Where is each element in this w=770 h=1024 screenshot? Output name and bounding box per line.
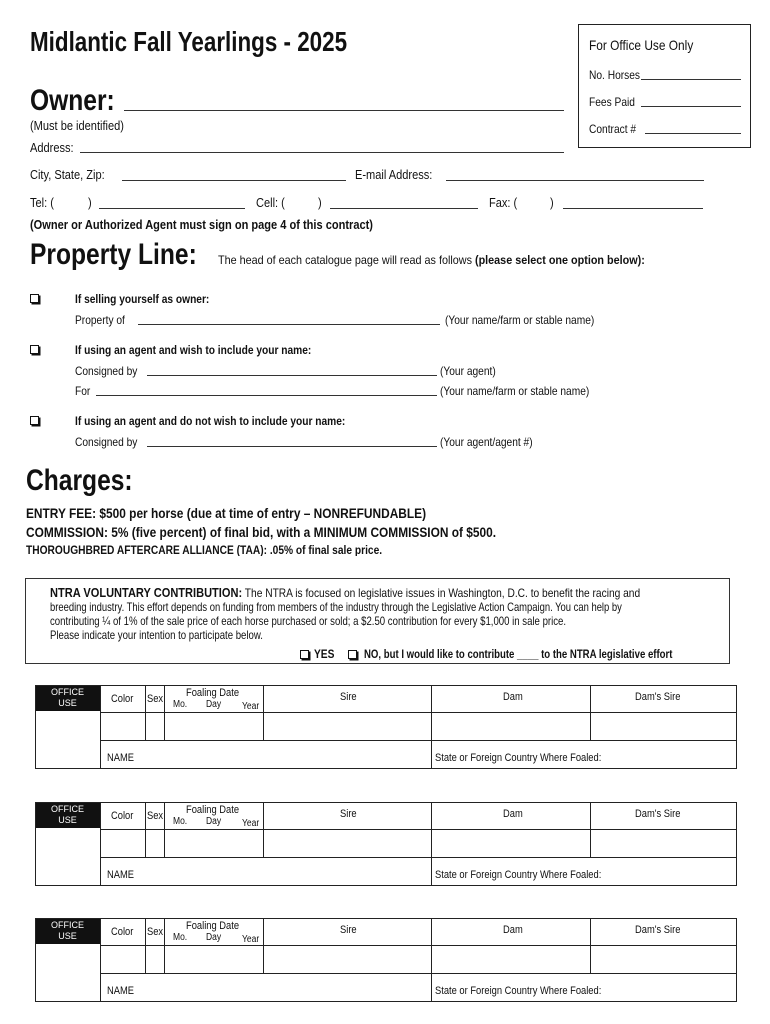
address-label: Address:: [30, 140, 74, 155]
no-horses-field[interactable]: [641, 79, 741, 80]
cell-field[interactable]: [330, 208, 478, 209]
sex-label: Sex: [147, 926, 164, 938]
ntra-line2: breeding industry. This effort depends on funding from members of the industry through the Legislative Action Campaign. You can help by: [50, 600, 622, 614]
name-field[interactable]: [100, 740, 432, 769]
property-line-intro-bold: (please select one option below):: [474, 253, 645, 267]
color-field[interactable]: [100, 829, 146, 858]
owner-heading: Owner:: [30, 84, 115, 117]
state-label: State or Foreign Country Where Foaled:: [435, 985, 602, 997]
office-use-line1: OFFICE: [51, 920, 84, 930]
state-label: State or Foreign Country Where Foaled:: [435, 869, 602, 881]
dam-field[interactable]: [431, 829, 591, 858]
dams-sire-field[interactable]: [590, 829, 737, 858]
fax-label: Fax: (: [489, 195, 518, 210]
dam-label: Dam: [503, 808, 523, 820]
ntra-line3: contributing ¼ of 1% of the sale price of each horse purchased or sold; a $2.50 contribution for every $1,000 in sale price.: [50, 614, 567, 628]
charges-heading: Charges:: [26, 464, 133, 497]
year-label: Year: [242, 701, 260, 712]
office-use-line2: USE: [58, 931, 77, 941]
option-owner-heading: If selling yourself as owner:: [75, 292, 210, 306]
contract-field[interactable]: [645, 133, 741, 134]
tel-field[interactable]: [99, 208, 245, 209]
ntra-heading: NTRA VOLUNTARY CONTRIBUTION:: [50, 585, 243, 600]
office-use-line1: OFFICE: [51, 804, 84, 814]
dam-field[interactable]: [431, 712, 591, 741]
foaling-date-label: Foaling Date: [186, 804, 240, 816]
foaling-date-label: Foaling Date: [186, 687, 240, 699]
ntra-no-label: NO, but I would like to contribute ____ to the NTRA legislative effort: [364, 647, 673, 661]
horse-entry-block-2: [35, 802, 737, 920]
sex-label: Sex: [147, 693, 164, 705]
option-agent-noname-checkbox[interactable]: [30, 416, 39, 425]
option-agent-noname-heading: If using an agent and do not wish to include your name:: [75, 414, 346, 428]
commission: COMMISSION: 5% (five percent) of final bid, with a MINIMUM COMMISSION of $500.: [26, 524, 497, 540]
office-use-line2: USE: [58, 698, 77, 708]
consigned-by-label: Consigned by: [75, 364, 138, 378]
name-label: NAME: [107, 985, 135, 997]
property-of-label: Property of: [75, 313, 125, 327]
ntra-box: [25, 578, 730, 664]
day-label: Day: [206, 699, 222, 710]
state-label: State or Foreign Country Where Foaled:: [435, 752, 602, 764]
for-label: For: [75, 384, 91, 398]
day-label: Day: [206, 932, 222, 943]
foaling-date-field[interactable]: [164, 712, 264, 741]
sire-label: Sire: [340, 691, 357, 703]
mo-label: Mo.: [173, 816, 188, 827]
office-use-heading: For Office Use Only: [589, 37, 694, 53]
ntra-line1-rest: The NTRA is focused on legislative issues in Washington, D.C. to benefit the racing and: [244, 586, 641, 600]
no-horses-label: No. Horses: [589, 68, 641, 82]
property-line-intro-text: The head of each catalogue page will read as follows: [218, 253, 472, 267]
city-field[interactable]: [122, 180, 346, 181]
color-field[interactable]: [100, 712, 146, 741]
owner-name-field[interactable]: [124, 110, 564, 111]
owner-note: (Must be identified): [30, 118, 124, 133]
dam-field[interactable]: [431, 945, 591, 974]
fees-paid-field[interactable]: [641, 106, 741, 107]
sire-label: Sire: [340, 924, 357, 936]
property-of-hint: (Your name/farm or stable name): [445, 313, 595, 327]
option-agent-name-checkbox[interactable]: [30, 345, 39, 354]
property-line-heading: Property Line:: [30, 238, 197, 271]
name-field[interactable]: [100, 857, 432, 886]
foaling-date-field[interactable]: [164, 945, 264, 974]
dams-sire-label: Dam's Sire: [635, 808, 681, 820]
office-use-cell[interactable]: [35, 802, 101, 886]
dams-sire-label: Dam's Sire: [635, 691, 681, 703]
sex-label: Sex: [147, 810, 164, 822]
for-hint: (Your name/farm or stable name): [440, 384, 590, 398]
mo-label: Mo.: [173, 699, 188, 710]
office-use-cell[interactable]: [35, 918, 101, 1002]
office-use-line2: USE: [58, 815, 77, 825]
ntra-line4: Please indicate your intention to participate below.: [50, 628, 263, 642]
office-use-cell[interactable]: [35, 685, 101, 769]
dams-sire-field[interactable]: [590, 945, 737, 974]
sire-field[interactable]: [263, 829, 432, 858]
email-field[interactable]: [446, 180, 704, 181]
color-label: Color: [111, 810, 134, 822]
sign-note: (Owner or Authorized Agent must sign on page 4 of this contract): [30, 217, 373, 232]
color-label: Color: [111, 926, 134, 938]
city-label: City, State, Zip:: [30, 167, 105, 182]
consigned-by-2-hint: (Your agent/agent #): [440, 435, 533, 449]
color-label: Color: [111, 693, 134, 705]
name-field[interactable]: [100, 973, 432, 1002]
ntra-yes-checkbox[interactable]: [300, 650, 309, 659]
fax-close: ): [550, 195, 554, 210]
for-field[interactable]: [96, 395, 437, 396]
cell-label: Cell: (: [256, 195, 285, 210]
name-label: NAME: [107, 869, 135, 881]
property-of-field[interactable]: [138, 324, 440, 325]
dams-sire-field[interactable]: [590, 712, 737, 741]
form-title: Midlantic Fall Yearlings - 2025: [30, 26, 348, 57]
consigned-by-2-field[interactable]: [147, 446, 437, 447]
sex-field[interactable]: [145, 829, 165, 858]
cell-close: ): [318, 195, 322, 210]
consigned-by-field[interactable]: [147, 375, 437, 376]
office-use-line1: OFFICE: [51, 687, 84, 697]
email-label: E-mail Address:: [355, 167, 433, 182]
sex-field[interactable]: [145, 945, 165, 974]
mo-label: Mo.: [173, 932, 188, 943]
property-line-intro: [218, 253, 645, 267]
fax-field[interactable]: [563, 208, 703, 209]
option-owner-checkbox[interactable]: [30, 294, 39, 303]
dam-label: Dam: [503, 691, 523, 703]
fees-paid-label: Fees Paid: [589, 95, 635, 109]
sire-label: Sire: [340, 808, 357, 820]
year-label: Year: [242, 934, 260, 945]
horse-entry-block-1: [35, 685, 737, 803]
dams-sire-label: Dam's Sire: [635, 924, 681, 936]
ntra-yes-label: YES: [314, 647, 335, 661]
dam-label: Dam: [503, 924, 523, 936]
year-label: Year: [242, 818, 260, 829]
ntra-line1: [50, 585, 640, 600]
taa: THOROUGHBRED AFTERCARE ALLIANCE (TAA): .05% of final sale price.: [26, 543, 383, 556]
address-field[interactable]: [80, 152, 564, 153]
consigned-by-hint: (Your agent): [440, 364, 496, 378]
tel-close: ): [88, 195, 92, 210]
horse-entry-block-3: [35, 918, 737, 1024]
sire-field[interactable]: [263, 712, 432, 741]
ntra-no-checkbox[interactable]: [348, 650, 357, 659]
sex-field[interactable]: [145, 712, 165, 741]
office-use-box: [578, 24, 751, 148]
color-field[interactable]: [100, 945, 146, 974]
entry-fee: ENTRY FEE: $500 per horse (due at time of entry – NONREFUNDABLE): [26, 505, 427, 521]
day-label: Day: [206, 816, 222, 827]
sire-field[interactable]: [263, 945, 432, 974]
tel-label: Tel: (: [30, 195, 54, 210]
name-label: NAME: [107, 752, 135, 764]
consigned-by-2-label: Consigned by: [75, 435, 138, 449]
foaling-date-label: Foaling Date: [186, 920, 240, 932]
contract-label: Contract #: [589, 122, 637, 136]
foaling-date-field[interactable]: [164, 829, 264, 858]
option-agent-name-heading: If using an agent and wish to include your name:: [75, 343, 312, 357]
